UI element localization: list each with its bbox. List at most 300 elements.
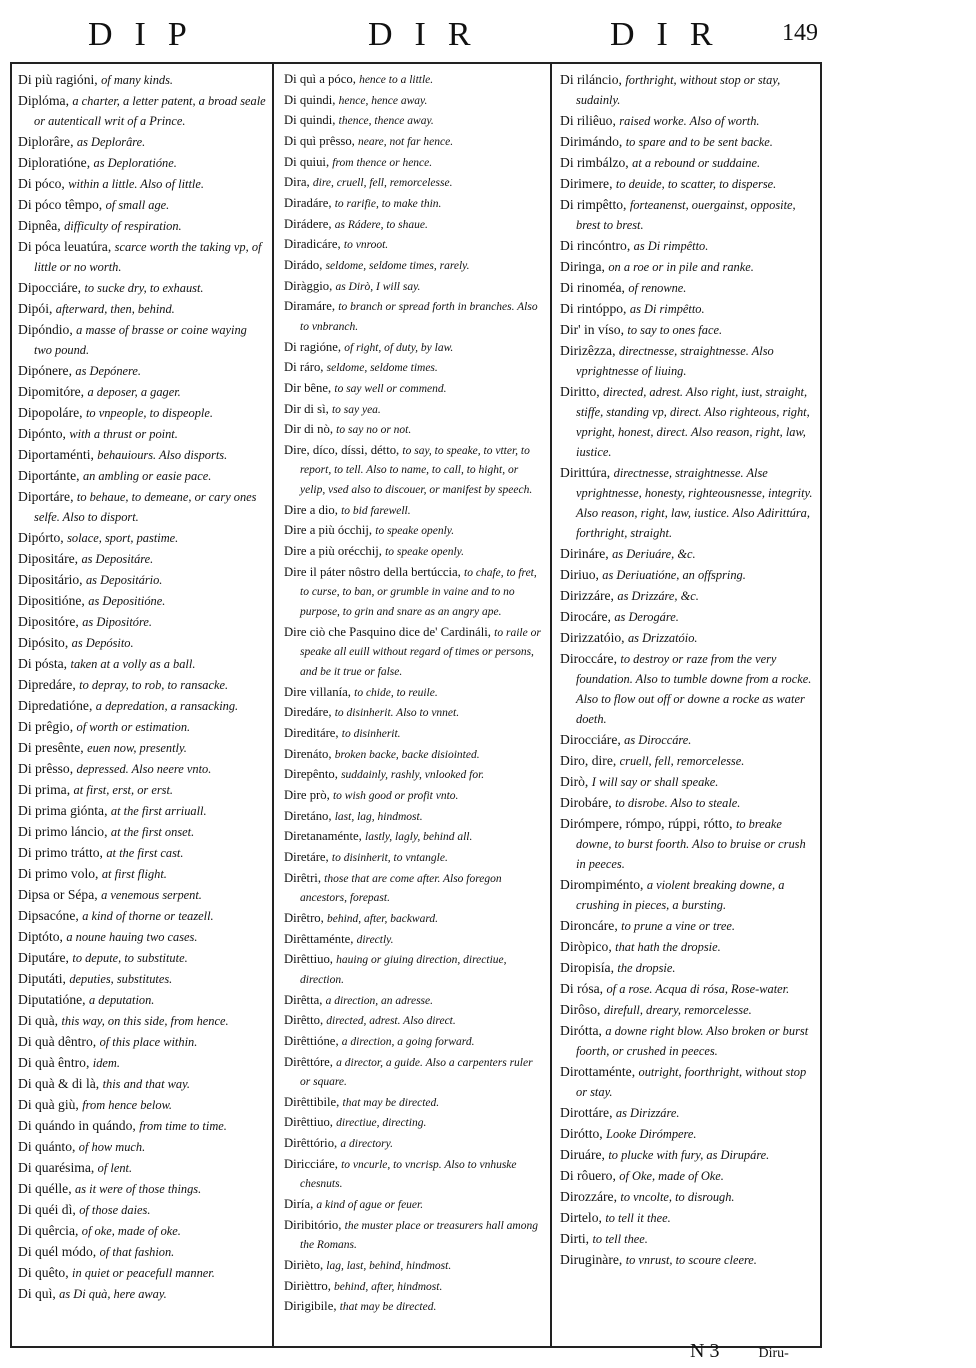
column-left bbox=[18, 70, 266, 1305]
entry-headword: Dipopoláre, bbox=[18, 405, 83, 420]
entry-definition: to plucke with fury, as Dirupáre. bbox=[608, 1148, 770, 1162]
dictionary-entry bbox=[560, 937, 816, 957]
dictionary-entry bbox=[560, 875, 816, 915]
dictionary-entry bbox=[284, 153, 542, 173]
entry-headword: Dirêttiuo, bbox=[284, 952, 333, 967]
dictionary-entry bbox=[284, 563, 542, 622]
entry-definition: to disrobe. Also to steale. bbox=[615, 796, 741, 810]
dictionary-entry bbox=[18, 1137, 266, 1157]
entry-headword: Di quánto, bbox=[18, 1139, 76, 1154]
entry-headword: Dipósito, bbox=[18, 635, 69, 650]
entry-definition: neare, not far hence. bbox=[358, 135, 454, 148]
entry-definition: a noune hauing two cases. bbox=[66, 930, 198, 944]
entry-headword: Dirôso, bbox=[560, 1002, 601, 1017]
entry-definition: directnesse, straightnesse. Also vprightnesse of liuing. bbox=[576, 344, 774, 378]
dictionary-entry bbox=[560, 586, 816, 606]
entry-headword: Diramáre, bbox=[284, 299, 336, 314]
dictionary-entry bbox=[284, 1256, 542, 1276]
entry-definition: last, lag, hindmost. bbox=[334, 810, 423, 823]
dictionary-entry bbox=[284, 277, 542, 297]
entry-definition: to tell it thee. bbox=[605, 1211, 671, 1225]
entry-headword: Diportánte, bbox=[18, 468, 80, 483]
dictionary-entry bbox=[560, 751, 816, 771]
dictionary-entry bbox=[560, 1103, 816, 1123]
entry-headword: Di pósta, bbox=[18, 656, 68, 671]
dictionary-entry bbox=[18, 445, 266, 465]
entry-headword: Diptóto, bbox=[18, 929, 63, 944]
entry-headword: Di póca leuatúra, bbox=[18, 239, 112, 254]
entry-headword: Dirêtro, bbox=[284, 910, 324, 925]
entry-definition: a deposer, a gager. bbox=[87, 385, 181, 399]
entry-definition: to disinherit. Also to vnnet. bbox=[334, 707, 460, 720]
dictionary-entry bbox=[18, 780, 266, 800]
entry-headword: Dire ciò che Pasquino dice de' Cardináli, bbox=[284, 624, 491, 639]
dictionary-entry bbox=[284, 1093, 542, 1113]
dictionary-entry bbox=[284, 930, 542, 950]
dictionary-entry bbox=[18, 1053, 266, 1073]
dictionary-entry bbox=[560, 382, 816, 462]
entry-headword: Di quì prêsso, bbox=[284, 133, 355, 148]
entry-headword: Dipóndio, bbox=[18, 322, 73, 337]
entry-headword: Di quélle, bbox=[18, 1181, 72, 1196]
entry-headword: Dirêtta, bbox=[284, 992, 323, 1007]
entry-headword: Di rimbálzo, bbox=[560, 155, 629, 170]
entry-definition: to speake openly. bbox=[375, 525, 455, 538]
signature-mark: N 3 bbox=[690, 1340, 720, 1362]
entry-headword: Direpênto, bbox=[284, 767, 338, 782]
entry-headword: Diplóma, bbox=[18, 93, 69, 108]
column-rule bbox=[820, 62, 822, 1348]
entry-headword: Dirizêzza, bbox=[560, 343, 616, 358]
entry-definition: behind, after, backward. bbox=[326, 912, 439, 925]
dictionary-entry bbox=[284, 173, 542, 193]
entry-headword: Diretanaménte, bbox=[284, 829, 362, 844]
dictionary-entry bbox=[284, 1216, 542, 1255]
entry-definition: this way, on this side, from hence. bbox=[61, 1014, 229, 1028]
entry-headword: Dirêttiuo, bbox=[284, 1115, 333, 1130]
entry-definition: as Deriuatióne, an offspring. bbox=[602, 568, 746, 582]
entry-definition: outright, foorthright, without stop or stay. bbox=[576, 1065, 807, 1099]
entry-definition: to breake downe, to burst foorth. Also to bruise or crush in peeces. bbox=[576, 817, 806, 871]
entry-definition: of how much. bbox=[78, 1140, 146, 1154]
entry-headword: Di póco têmpo, bbox=[18, 197, 103, 212]
dictionary-entry bbox=[284, 501, 542, 521]
entry-definition: idem. bbox=[92, 1056, 120, 1070]
entry-headword: Dipositáre, bbox=[18, 551, 79, 566]
entry-definition: an ambling or easie pace. bbox=[82, 469, 212, 483]
dictionary-entry bbox=[18, 675, 266, 695]
dictionary-entry bbox=[560, 814, 816, 874]
entry-headword: Dirádere, bbox=[284, 216, 332, 231]
entry-headword: Diribitório, bbox=[284, 1217, 342, 1232]
entry-headword: Dirináre, bbox=[560, 546, 609, 561]
entry-headword: Dironcáre, bbox=[560, 918, 618, 933]
dictionary-entry bbox=[560, 1166, 816, 1186]
dictionary-entry bbox=[18, 1263, 266, 1283]
dictionary-entry bbox=[18, 843, 266, 863]
entry-definition: raised worke. Also of worth. bbox=[619, 114, 760, 128]
entry-headword: Di prima giónta, bbox=[18, 803, 108, 818]
dictionary-entry bbox=[560, 607, 816, 627]
entry-headword: Di rimpêtto, bbox=[560, 197, 627, 212]
entry-definition: as Di rimpêtto. bbox=[629, 302, 705, 316]
entry-definition: a charter, a letter patent, a broad seale or autenticall writ of a Prince. bbox=[34, 94, 266, 128]
dictionary-entry bbox=[284, 338, 542, 358]
entry-headword: Dipónere, bbox=[18, 363, 72, 378]
dictionary-entry bbox=[18, 1095, 266, 1115]
entry-headword: Diroccáre, bbox=[560, 651, 617, 666]
entry-headword: Dira, bbox=[284, 175, 310, 190]
entry-definition: within a little. Also of little. bbox=[68, 177, 204, 191]
entry-definition: of worth or estimation. bbox=[76, 720, 191, 734]
entry-definition: hence to a little. bbox=[359, 74, 434, 86]
entry-headword: Di ragióne, bbox=[284, 339, 342, 354]
dictionary-entry bbox=[284, 909, 542, 929]
dictionary-entry bbox=[18, 633, 266, 653]
entry-headword: Dirómpere, rómpo, rúppi, rótto, bbox=[560, 816, 733, 831]
entry-headword: Dipsa or Sépa, bbox=[18, 887, 98, 902]
entry-headword: Di quà, bbox=[18, 1013, 59, 1028]
entry-definition: of many kinds. bbox=[101, 73, 174, 87]
dictionary-entry bbox=[18, 1221, 266, 1241]
entry-definition: as Depositário. bbox=[85, 573, 163, 587]
dictionary-entry bbox=[284, 807, 542, 827]
dictionary-entry bbox=[18, 969, 266, 989]
entry-headword: Di prima, bbox=[18, 782, 71, 797]
dictionary-entry bbox=[18, 570, 266, 590]
entry-definition: a violent breaking downe, a crushing in pieces, a bursting. bbox=[576, 878, 785, 912]
entry-definition: to vnrust, to scoure cleere. bbox=[625, 1253, 757, 1267]
entry-headword: Di quéi dì, bbox=[18, 1202, 76, 1217]
dictionary-entry bbox=[284, 194, 542, 214]
dictionary-entry bbox=[18, 299, 266, 319]
entry-definition: hence, hence away. bbox=[338, 94, 428, 107]
entry-definition: to spare and to be sent backe. bbox=[625, 135, 773, 149]
entry-definition: a direction, a going forward. bbox=[341, 1035, 475, 1048]
dictionary-entry bbox=[18, 1032, 266, 1052]
dictionary-entry bbox=[18, 278, 266, 298]
entry-headword: Dirozzáre, bbox=[560, 1189, 617, 1204]
entry-definition: as Deriuáre, &c. bbox=[612, 547, 696, 561]
dictionary-entry bbox=[18, 717, 266, 737]
entry-definition: to speake openly. bbox=[385, 546, 464, 559]
dictionary-entry bbox=[560, 730, 816, 750]
entry-definition: to sucke dry, to exhaust. bbox=[84, 281, 204, 295]
dictionary-entry bbox=[560, 544, 816, 564]
dictionary-entry bbox=[284, 297, 542, 336]
dictionary-entry bbox=[284, 703, 542, 723]
dictionary-entry bbox=[284, 991, 542, 1011]
entry-definition: euen now, presently. bbox=[87, 741, 187, 755]
dictionary-entry bbox=[560, 1187, 816, 1207]
dictionary-entry bbox=[284, 400, 542, 420]
dictionary-entry bbox=[284, 111, 542, 131]
entry-definition: to chafe, to fret, to curse, to ban, or grumble in vaine and to no purpose, to grin and snare as an angry ape. bbox=[300, 566, 537, 619]
dictionary-entry bbox=[18, 361, 266, 381]
entry-definition: solace, sport, pastime. bbox=[67, 531, 179, 545]
dictionary-entry bbox=[560, 341, 816, 381]
entry-definition: of a rose. Acqua di rósa, Rose-water. bbox=[606, 982, 790, 996]
entry-headword: Dipositióne, bbox=[18, 593, 85, 608]
dictionary-entry bbox=[560, 1145, 816, 1165]
entry-definition: suddainly, rashly, vnlooked for. bbox=[341, 769, 485, 782]
entry-headword: Dipórto, bbox=[18, 530, 64, 545]
entry-definition: as Diroccáre. bbox=[624, 733, 692, 747]
entry-definition: taken at a volly as a ball. bbox=[70, 657, 196, 671]
entry-definition: of lent. bbox=[97, 1161, 133, 1175]
dictionary-entry bbox=[18, 990, 266, 1010]
dictionary-entry bbox=[560, 649, 816, 729]
entry-headword: Dirtelo, bbox=[560, 1210, 602, 1225]
dictionary-entry bbox=[284, 1053, 542, 1092]
entry-headword: Dire il páter nôstro della bertúccia, bbox=[284, 564, 461, 579]
entry-headword: Dipsacóne, bbox=[18, 908, 79, 923]
entry-headword: Diruáre, bbox=[560, 1147, 605, 1162]
dictionary-entry bbox=[18, 1284, 266, 1304]
entry-definition: a masse of brasse or coine waying two pound. bbox=[34, 323, 247, 357]
entry-definition: difficulty of respiration. bbox=[64, 219, 182, 233]
entry-definition: at a rebound or suddaine. bbox=[632, 156, 761, 170]
dictionary-entry bbox=[284, 235, 542, 255]
entry-headword: Di primo láncio, bbox=[18, 824, 108, 839]
dictionary-entry bbox=[18, 174, 266, 194]
dictionary-entry bbox=[284, 1195, 542, 1215]
entry-definition: cruell, fell, remorcelesse. bbox=[619, 754, 745, 768]
entry-headword: Dirêttióne, bbox=[284, 1033, 339, 1048]
entry-definition: as Deplorâre. bbox=[76, 135, 146, 149]
dictionary-entry bbox=[284, 1032, 542, 1052]
entry-headword: Diplorâre, bbox=[18, 134, 74, 149]
dictionary-entry bbox=[560, 153, 816, 173]
entry-headword: Di quà dêntro, bbox=[18, 1034, 97, 1049]
entry-definition: to behaue, to demeane, or cary ones selfe. Also to disport. bbox=[34, 490, 257, 524]
dictionary-entry bbox=[560, 793, 816, 813]
dictionary-entry bbox=[284, 765, 542, 785]
entry-headword: Diràggio, bbox=[284, 278, 333, 293]
entry-definition: to depute, to substitute. bbox=[72, 951, 188, 965]
dictionary-entry bbox=[560, 236, 816, 256]
entry-headword: Diputáti, bbox=[18, 971, 66, 986]
dictionary-entry bbox=[18, 885, 266, 905]
entry-headword: Dirompiménto, bbox=[560, 877, 644, 892]
column-right bbox=[560, 70, 816, 1271]
entry-definition: this and that way. bbox=[102, 1077, 191, 1091]
entry-headword: Di presênte, bbox=[18, 740, 84, 755]
dictionary-entry bbox=[284, 1155, 542, 1194]
dictionary-entry bbox=[560, 916, 816, 936]
dictionary-entry bbox=[560, 979, 816, 999]
dictionary-entry bbox=[18, 864, 266, 884]
dictionary-entry bbox=[284, 1113, 542, 1133]
dictionary-entry bbox=[18, 801, 266, 821]
entry-headword: Di quarésima, bbox=[18, 1160, 95, 1175]
entry-definition: direfull, dreary, remorcelesse. bbox=[603, 1003, 752, 1017]
entry-headword: Dirótta, bbox=[560, 1023, 602, 1038]
entry-definition: to chide, to reuile. bbox=[354, 686, 438, 699]
dictionary-entry bbox=[560, 299, 816, 319]
entry-definition: to vncurle, to vncrisp. Also to vnhuske chesnuts. bbox=[300, 1158, 517, 1191]
entry-headword: Dirêtto, bbox=[284, 1013, 324, 1028]
dictionary-entry bbox=[18, 91, 266, 131]
entry-definition: with a thrust or point. bbox=[69, 427, 178, 441]
dictionary-entry bbox=[18, 1074, 266, 1094]
entry-definition: as Drizzatóio. bbox=[627, 631, 698, 645]
entry-definition: as Depositáre. bbox=[81, 552, 154, 566]
dictionary-entry bbox=[284, 950, 542, 989]
dictionary-entry bbox=[18, 153, 266, 173]
entry-headword: Di riláncio, bbox=[560, 72, 622, 87]
entry-headword: Dirocciáre, bbox=[560, 732, 621, 747]
entry-definition: a director, a guide. Also a carpenters ruler or square. bbox=[300, 1056, 533, 1089]
dictionary-entry bbox=[560, 1208, 816, 1228]
dictionary-entry bbox=[560, 1062, 816, 1102]
entry-definition: in quiet or peacefull manner. bbox=[72, 1266, 215, 1280]
entry-definition: to vnpeople, to dispeople. bbox=[85, 406, 213, 420]
entry-definition: seldome, seldome times. bbox=[326, 362, 438, 375]
dictionary-entry bbox=[284, 70, 542, 90]
dictionary-entry bbox=[560, 174, 816, 194]
entry-headword: Dirizzatóio, bbox=[560, 630, 625, 645]
dictionary-entry bbox=[284, 848, 542, 868]
dictionary-entry bbox=[18, 320, 266, 360]
entry-definition: as it were of those things. bbox=[75, 1182, 202, 1196]
entry-headword: Diretáre, bbox=[284, 849, 329, 864]
entry-definition: to say well or commend. bbox=[334, 382, 447, 395]
entry-definition: of that fashion. bbox=[99, 1245, 175, 1259]
entry-headword: Diringa, bbox=[560, 259, 605, 274]
running-head-center: DIR bbox=[368, 16, 493, 53]
entry-definition: at the first arriuall. bbox=[110, 804, 207, 818]
dictionary-entry bbox=[18, 1116, 266, 1136]
entry-definition: from hence below. bbox=[82, 1098, 173, 1112]
entry-headword: Di prêgio, bbox=[18, 719, 74, 734]
entry-headword: Di quindi, bbox=[284, 92, 336, 107]
entry-definition: directed, adrest. Also direct. bbox=[326, 1015, 456, 1028]
column-rule bbox=[272, 62, 274, 1348]
entry-headword: Diriuo, bbox=[560, 567, 599, 582]
dictionary-entry bbox=[18, 738, 266, 758]
entry-headword: Di primo volo, bbox=[18, 866, 99, 881]
dictionary-entry bbox=[18, 927, 266, 947]
entry-definition: to raile or speake all euill without regard of times or persons, and be it true or false. bbox=[300, 626, 541, 679]
entry-headword: Diruginàre, bbox=[560, 1252, 623, 1267]
entry-headword: Dirêttibile, bbox=[284, 1094, 340, 1109]
entry-headword: Di prêsso, bbox=[18, 761, 74, 776]
entry-definition: hauing or giuing direction, directiue, direction. bbox=[300, 954, 507, 986]
entry-definition: a kind of thorne or teazell. bbox=[82, 909, 214, 923]
entry-headword: Dirocáre, bbox=[560, 609, 611, 624]
dictionary-entry bbox=[18, 403, 266, 423]
entry-definition: from thence or hence. bbox=[332, 156, 433, 169]
entry-headword: Di quêto, bbox=[18, 1265, 69, 1280]
entry-definition: behind, after, hindmost. bbox=[334, 1280, 443, 1293]
entry-definition: thence, thence away. bbox=[338, 115, 434, 128]
entry-headword: Dipositóre, bbox=[18, 614, 79, 629]
dictionary-entry bbox=[18, 237, 266, 277]
entry-headword: Dir bêne, bbox=[284, 380, 332, 395]
entry-definition: as Derogáre. bbox=[614, 610, 679, 624]
entry-definition: directed, adrest. Also right, iust, straight, stiffe, standing vp, direct. Also righteous, right, vpright, honest, direct. Also reason, right, law, iustice. bbox=[576, 385, 810, 459]
entry-headword: Dipocciáre, bbox=[18, 280, 82, 295]
entry-headword: Di quándo in quándo, bbox=[18, 1118, 136, 1133]
entry-definition: of oke, made of oke. bbox=[81, 1224, 181, 1238]
dictionary-entry bbox=[284, 256, 542, 276]
entry-definition: a directory. bbox=[340, 1138, 393, 1151]
entry-headword: Dipnêa, bbox=[18, 218, 61, 233]
entry-headword: Diputáre, bbox=[18, 950, 69, 965]
entry-headword: Dire a dio, bbox=[284, 502, 338, 517]
dictionary-entry bbox=[18, 487, 266, 527]
entry-definition: of Oke, made of Oke. bbox=[619, 1169, 724, 1183]
entry-definition: a direction, an adresse. bbox=[325, 994, 434, 1007]
entry-definition: forteanenst, ouergainst, opposite, brest to brest. bbox=[576, 198, 796, 232]
dictionary-entry bbox=[18, 759, 266, 779]
entry-headword: Dirêttório, bbox=[284, 1136, 338, 1151]
entry-definition: at the first cast. bbox=[106, 846, 184, 860]
entry-definition: that may be directed. bbox=[339, 1301, 437, 1314]
entry-definition: at first, erst, or erst. bbox=[73, 783, 173, 797]
entry-definition: to prune a vine or tree. bbox=[621, 919, 735, 933]
entry-headword: Dirimere, bbox=[560, 176, 613, 191]
entry-definition: of renowne. bbox=[628, 281, 687, 295]
dictionary-entry bbox=[560, 257, 816, 277]
entry-definition: lag, last, behind, hindmost. bbox=[326, 1260, 452, 1273]
column-middle bbox=[284, 70, 542, 1318]
dictionary-entry bbox=[560, 132, 816, 152]
entry-definition: Looke Dirómpere. bbox=[606, 1127, 697, 1141]
dictionary-entry bbox=[284, 358, 542, 378]
page-number: 149 bbox=[782, 20, 818, 46]
entry-definition: the dropsie. bbox=[617, 961, 676, 975]
entry-headword: Direditáre, bbox=[284, 726, 339, 740]
entry-headword: Diradáre, bbox=[284, 195, 332, 210]
entry-definition: the muster place or treasurers hall among the Romans. bbox=[300, 1219, 538, 1252]
dictionary-entry bbox=[284, 1011, 542, 1031]
entry-headword: Di quél módo, bbox=[18, 1244, 97, 1259]
dictionary-entry bbox=[284, 745, 542, 765]
dictionary-entry bbox=[284, 786, 542, 806]
entry-definition: as Deploratióne. bbox=[93, 156, 177, 170]
entry-headword: Dire a più orécchij, bbox=[284, 544, 382, 559]
entry-definition: to disinherit. bbox=[341, 728, 401, 740]
entry-headword: Di rintóppo, bbox=[560, 301, 627, 316]
dictionary-entry bbox=[560, 958, 816, 978]
entry-headword: Di rinoméa, bbox=[560, 280, 625, 295]
entry-headword: Di primo trátto, bbox=[18, 845, 103, 860]
dictionary-entry bbox=[18, 549, 266, 569]
entry-headword: Di quì a póco, bbox=[284, 72, 356, 86]
entry-definition: I will say or shall speake. bbox=[591, 775, 719, 789]
entry-headword: Diradicáre, bbox=[284, 237, 341, 252]
entry-definition: of those daies. bbox=[79, 1203, 151, 1217]
entry-definition: a downe right blow. Also broken or burst foorth, or crushed in peeces. bbox=[576, 1024, 809, 1058]
entry-headword: Diritto, bbox=[560, 384, 600, 399]
dictionary-entry bbox=[284, 215, 542, 235]
entry-headword: Dirittúra, bbox=[560, 465, 611, 480]
entry-definition: a kind of ague or feuer. bbox=[316, 1199, 424, 1212]
dictionary-entry bbox=[560, 565, 816, 585]
entry-headword: Diropisía, bbox=[560, 960, 614, 975]
entry-definition: to say no or not. bbox=[336, 424, 412, 437]
entry-definition: as Di quà, here away. bbox=[59, 1287, 167, 1301]
entry-definition: a depredation, a ransacking. bbox=[95, 699, 239, 713]
entry-headword: Dipredatióne, bbox=[18, 698, 93, 713]
entry-definition: to tell thee. bbox=[592, 1232, 648, 1246]
entry-headword: Di rincóntro, bbox=[560, 238, 631, 253]
entry-headword: Dirottáre, bbox=[560, 1105, 613, 1120]
entry-definition: at first flight. bbox=[101, 867, 167, 881]
dictionary-entry bbox=[18, 612, 266, 632]
